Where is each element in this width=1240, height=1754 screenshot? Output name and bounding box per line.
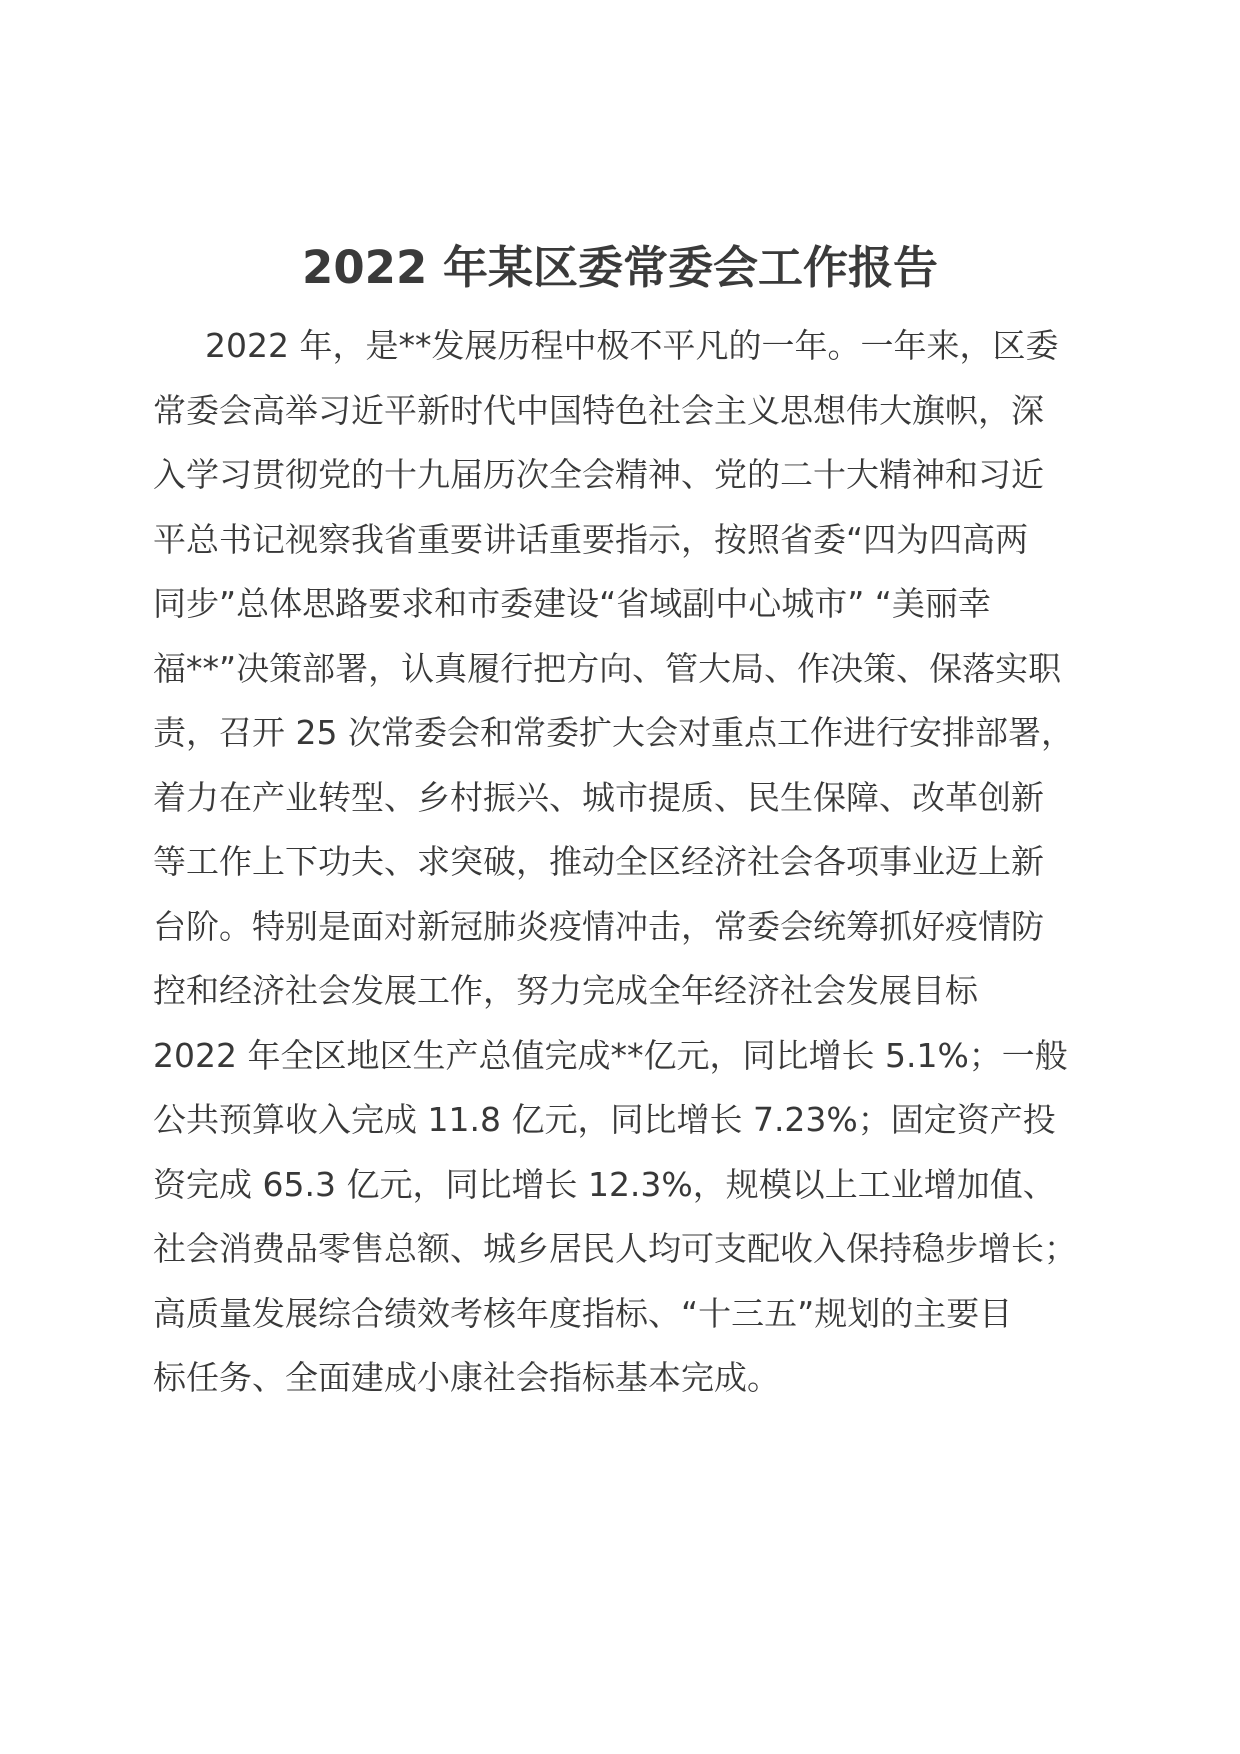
body-line: 台阶。特别是面对新冠肺炎疫情冲击，常委会统筹抓好疫情防: [153, 906, 1044, 946]
body-line: 控和经济社会发展工作，努力完成全年经济社会发展目标: [153, 971, 978, 1010]
body-line: 等工作上下功夫、求突破，推动全区经济社会各项事业迈上新: [153, 842, 1044, 881]
body-line: 标任务、全面建成小康社会指标基本完成。: [153, 1358, 780, 1397]
body-line: 公共预算收入完成 11.8 亿元，同比增长 7.23%；固定资产投: [153, 1100, 1056, 1139]
body-line: 2022 年，是**发展历程中极不平凡的一年。一年来，区委: [205, 326, 1059, 365]
body-line: 常委会高举习近平新时代中国特色社会主义思想伟大旗帜，深: [153, 390, 1044, 430]
body-line: 资完成 65.3 亿元，同比增长 12.3%，规模以上工业增加值、: [153, 1164, 1056, 1204]
document-body: [153, 314, 1093, 1411]
body-line: 社会消费品零售总额、城乡居民人均可支配收入保持稳步增长；: [153, 1229, 1077, 1268]
document-title: 2022 年某区委常委会工作报告: [302, 241, 938, 294]
body-line: 2022 年全区地区生产总值完成**亿元，同比增长 5.1%；一般: [153, 1035, 1068, 1075]
body-line: 福**”决策部署，认真履行把方向、管大局、作决策、保落实职: [153, 648, 1062, 688]
body-line: 平总书记视察我省重要讲话重要指示，按照省委“四为四高两: [153, 519, 1029, 559]
body-line: 高质量发展综合绩效考核年度指标、“十三五”规划的主要目: [153, 1293, 1013, 1333]
body-line: 着力在产业转型、乡村振兴、城市提质、民生保障、改革创新: [153, 777, 1044, 817]
body-line: 同步”总体思路要求和市委建设“省域副中心城市” “美丽幸: [153, 584, 991, 623]
body-line: 责，召开 25 次常委会和常委扩大会对重点工作进行安排部署，: [153, 713, 1074, 752]
body-line: 入学习贯彻党的十九届历次全会精神、党的二十大精神和习近: [153, 455, 1044, 494]
